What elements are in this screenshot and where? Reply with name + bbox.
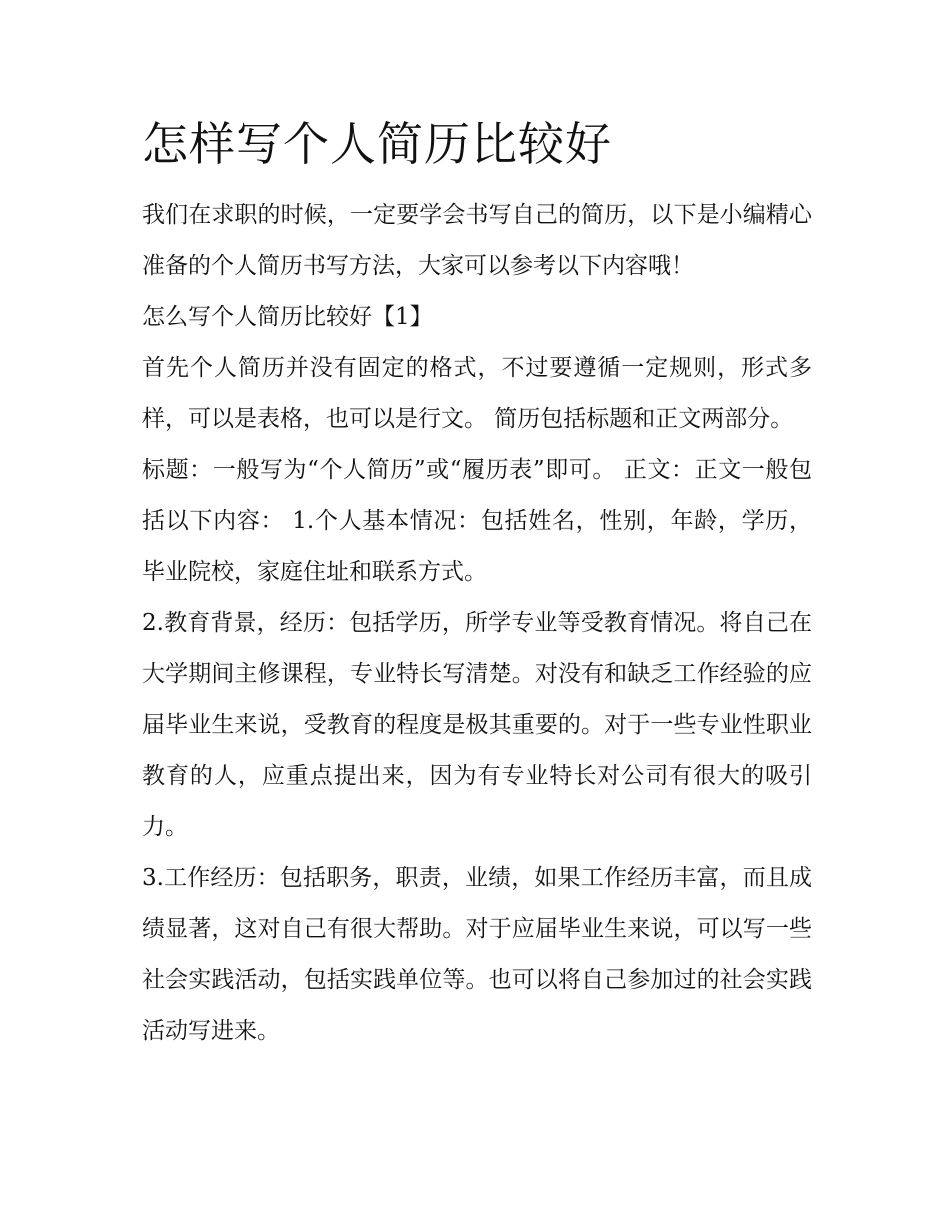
education-paragraph: 2.教育背景，经历：包括学历，所学专业等受教育情况。将自己在大学期间主修课程，专业特长写清楚。对没有和缺乏工作经验的应届毕业生来说，受教育的程度是极其重要的。对于一些专业性职业教育的人，应重点提出来，因为有专业特长对公司有很大的吸引力。 (142, 610, 812, 840)
work-experience-paragraph: 3.工作经历：包括职务，职责，业绩，如果工作经历丰富，而且成绩显著，这对自己有很大帮助。对于应届毕业生来说，可以写一些社会实践活动，包括实践单位等。也可以将自己参加过的社会实践活动写进来。 (142, 865, 812, 1044)
title-body-paragraph: 标题：一般写为“个人简历”或“履历表”即可。 正文：正文一般包括以下内容： 1.个人基本情况：包括姓名，性别，年龄，学历，毕业院校，家庭住址和联系方式。 (142, 457, 812, 585)
intro-paragraph: 我们在求职的时候，一定要学会书写自己的简历，以下是小编精心准备的个人简历书写方法，大家可以参考以下内容哦！ (142, 202, 812, 279)
document-page (142, 112, 812, 1057)
section-heading: 怎么写个人简历比较好【1】 (142, 304, 433, 330)
format-paragraph: 首先个人简历并没有固定的格式，不过要遵循一定规则，形式多样，可以是表格，也可以是行文。 简历包括标题和正文两部分。 (142, 355, 812, 432)
document-title: 怎样写个人简历比较好 (142, 117, 612, 171)
